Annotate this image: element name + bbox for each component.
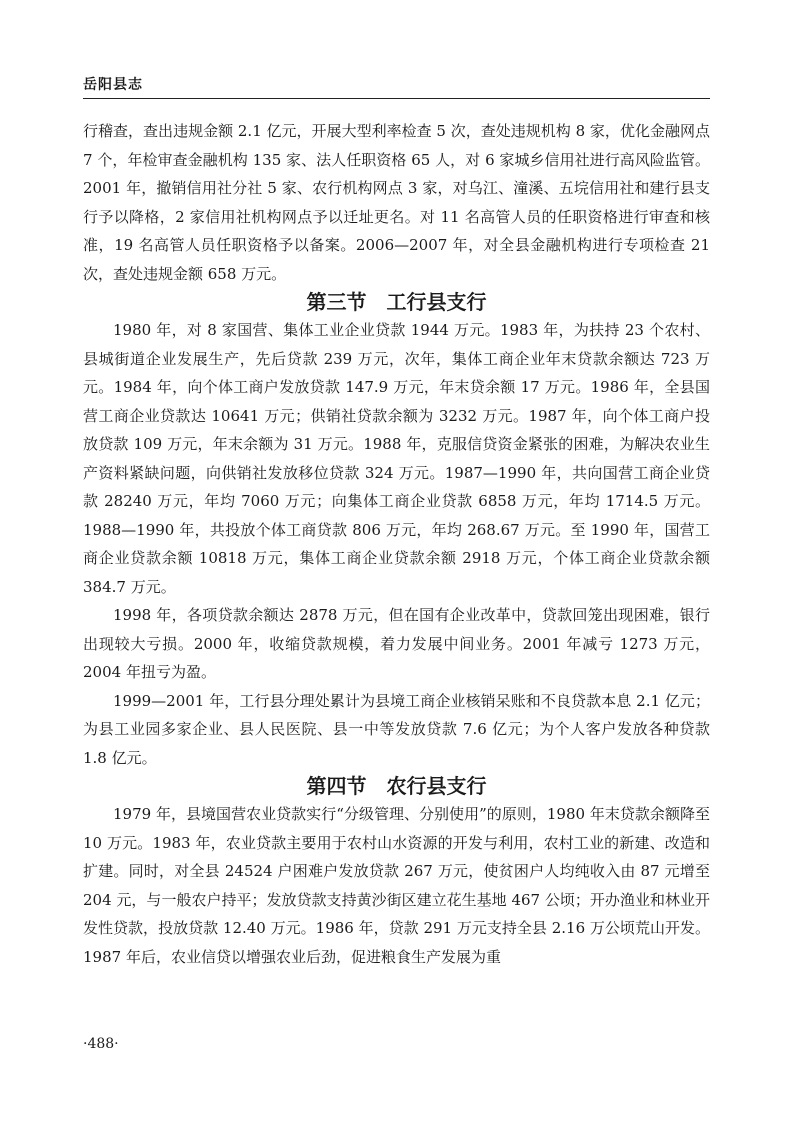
header-rule bbox=[83, 98, 710, 99]
section-4-paragraph-1: 1979 年，县境国营农业贷款实行“分级管理、分别使用”的原则，1980 年末贷款余额降至 10 万元。1983 年，农业贷款主要用于农村山水资源的开发与利用，农村工业的新建、改造和扩建。同时，对全县 24524 户困难户发放贷款 267 万元，使贫困户人均纯收入由 87 元增至 204 元，与一般农户持平；发放贷款支持黄沙街区建立花生基地 467 公顷；开办渔业和林业开发性贷款，投放贷款 12.40 万元。1986 年，贷款 291 万元支持全县 2.16 万公顷荒山开发。1987 年后，农业信贷以增强农业后劲，促进粮食生产发展为重 bbox=[83, 805, 710, 966]
paragraph-continued: 行稽查，查出违规金额 2.1 亿元，开展大型利率检查 5 次，查处违规机构 8 家，优化金融网点 7 个，年检审查金融机构 135 家、法人任职资格 65 人，对 6 家城乡信用社进行高风险监管。2001 年，撤销信用社分社 5 家、农行机构网点 3 家，对乌江、潼溪、五垸信用社和建行县支行予以降格，2 家信用社机构网点予以迁址更名。对 11 名高管人员的任职资格进行审查和核准，19 名高管人员任职资格予以备案。2006—2007 年，对全县金融机构进行专项检查 21 次，查处违规金额 658 万元。 bbox=[83, 122, 710, 283]
running-header: 岳阳县志 bbox=[83, 77, 143, 93]
section-4-heading: 第四节 农行县支行 bbox=[306, 774, 487, 798]
page-body bbox=[83, 117, 710, 971]
section-3-paragraph-1: 1980 年，对 8 家国营、集体工业企业贷款 1944 万元。1983 年，为扶持 23 个农村、县城街道企业发展生产，先后贷款 239 万元，次年，集体工商企业年末贷款余额达 723 万元。1984 年，向个体工商户发放贷款 147.9 万元，年末贷余额 17 万元。1986 年，全县国营工商企业贷款达 10641 万元；供销社贷款余额为 3232 万元。1987 年，向个体工商户投放贷款 109 万元，年末余额为 31 万元。1988 年，克服信贷资金紧张的困难，为解决农业生产资料紧缺问题，向供销社发放移位贷款 324 万元。1987—1990 年，共向国营工商企业贷款 28240 万元，年均 7060 万元；向集体工商企业贷款 6858 万元，年均 1714.5 万元。1988—1990 年，共投放个体工商贷款 806 万元，年均 268.67 万元。至 1990 年，国营工商企业贷款余额 10818 万元，集体工商企业贷款余额 2918 万元，个体工商企业贷款余额 384.7 万元。 bbox=[83, 321, 710, 596]
page-number: ·488· bbox=[83, 1036, 119, 1052]
section-3-paragraph-2: 1998 年，各项贷款余额达 2878 万元，但在国有企业改革中，贷款回笼出现困难，银行出现较大亏损。2000 年，收缩贷款规模，着力发展中间业务。2001 年减亏 1273 万元，2004 年扭亏为盈。 bbox=[83, 606, 710, 681]
section-3-heading: 第三节 工行县支行 bbox=[306, 290, 487, 314]
section-3-paragraph-3: 1999—2001 年，工行县分理处累计为县境工商企业核销呆账和不良贷款本息 2.1 亿元；为县工业园多家企业、县人民医院、县一中等发放贷款 7.6 亿元；为个人客户发放各种贷款 1.8 亿元。 bbox=[83, 691, 710, 767]
